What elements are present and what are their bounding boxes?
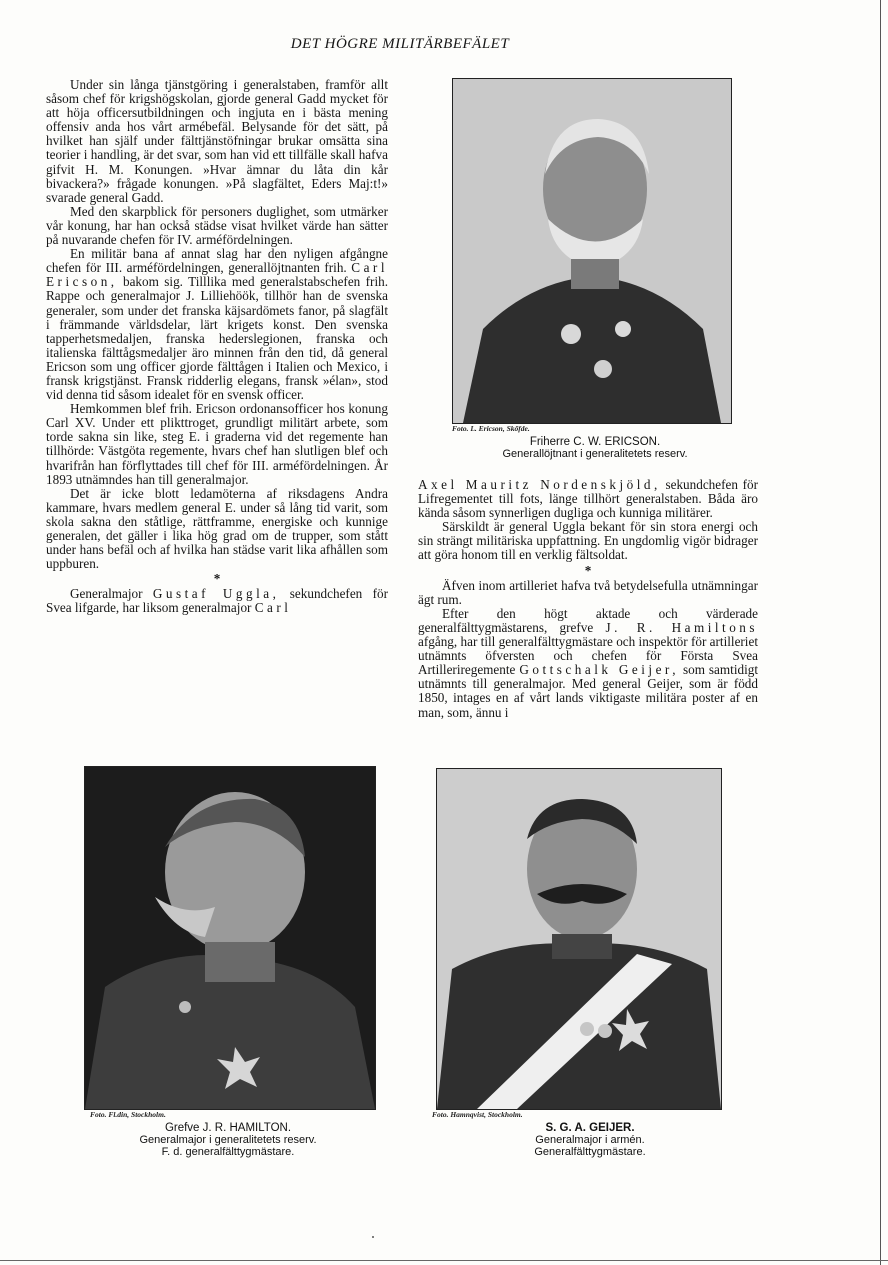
person-name: J. R. Hamiltons — [605, 619, 759, 635]
portrait-geijer — [436, 768, 722, 1110]
paragraph-uggla-energi: Särskildt är general Uggla bekant för sin stora energi och sin strängt militäriska uppfattning. En ungdomlig vigör bidrager att göra honom till en verklig fältsoldat. — [418, 519, 758, 563]
section-separator: * — [213, 571, 221, 587]
paragraph-hemkommen: Hemkommen blef frih. Ericson ordonansofficer hos konung Carl XV. Under ett plikttroget, grundligt militärt arbete, som torde sakna sin like, steg E. i graderna vid det regemente han tillhörde: Västgöta regemente, hvars chef han slutligen blef och hvarifrån han förflyttades till chef för III. arméfördelningen. År 1893 utnämndes han till generalmajor. — [46, 401, 388, 487]
paragraph-nordenskjold: Axel Mauritz Nordenskjöld, sekundchefen för Lifregementet till fots, länge tillhört generalstaben. Båda äro kända såsom synnerligen dugliga och kunniga militärer. — [418, 477, 759, 521]
portrait-hamilton — [84, 766, 376, 1110]
left-text-column — [46, 78, 388, 616]
section-separator: * — [584, 562, 592, 578]
page-bottom-rule — [0, 1260, 888, 1261]
page-edge-rule — [880, 0, 881, 1265]
paragraph-ledamoter: Det är icke blott ledamöterna af riksdagens Andra kammare, hvars medlem general E. under så lång tid varit, som skola sakna den ståtlige, rättframme, energiske och kunnige generalen, det gäller i lika hög grad om de trupper, som stått under hans befäl och af hvilka han städse varit lika afhållen som uppburen. — [46, 485, 388, 572]
paragraph-uggla: Generalmajor Gustaf Uggla, sekundchefen för Svea lifgarde, har liksom generalmajor Carl — [46, 586, 388, 616]
paragraph-hamilton: Efter den högt aktade och värderade generalfälttygmästarens, grefve J. R. Hamiltons afgång, har till generalfälttygmästare och inspektör för artilleriet utnämnts öfversten och chefen för Första Svea Artilleriregemente Gottschalk Geijer, som samtidigt utnämnts till generalmajor. Med general Geijer, som är född 1850, intages en af vårt lands viktigaste militära poster af en man, som, ännu i — [418, 605, 759, 720]
photo-credit-geijer: Foto. Hamnqvist, Stockholm. — [432, 1110, 523, 1119]
caption-title: Generallöjtnant i generalitetets reserv. — [502, 448, 688, 460]
print-speck — [372, 1236, 374, 1238]
caption-name: Grefve J. R. HAMILTON. — [164, 1122, 292, 1134]
paragraph-artilleriet: Äfven inom artilleriet hafva två betydelsefulla utnämningar ägt rum. — [418, 577, 758, 607]
caption-title-2: Generalfälttygmästare. — [534, 1146, 646, 1158]
portrait-hamilton-image — [85, 767, 375, 1109]
person-name: Carl — [254, 600, 292, 616]
portrait-ericson-image — [453, 79, 731, 423]
person-name: Axel Mauritz Nordenskjöld, — [418, 477, 661, 492]
paragraph-ericson: En militär bana af annat slag har den nyligen afgångne chefen för III. arméfördelningen, generallöjtnanten frih. Carl Ericson, bakom sig. Tilllika med generalstabschefen frih. Rappe och generalmajor J. Lilliehöök, tillhör han de svenska generaler, som under det franska käjsardömets fanor, på slagfält i främmande världsdelar, lärt krigets konst. Den svenska tapperhetsmedaljen, franska hederslegionen, franska och italienska fälttågsmedaljer äro minnen från den tid, då general Ericson som ung officer gjorde fälttågen i Italien och Mexico, i fransk krigstjänst. Fransk ridderlig elegans, fransk »élan», stod vid denna tid såsom idealet för en svensk officer. — [46, 246, 388, 403]
caption-ericson — [440, 436, 750, 460]
portrait-ericson — [452, 78, 732, 424]
paragraph-gadd: Under sin långa tjänstgöring i generalstaben, framför allt såsom chef för krigshögskolan, gjorde general Gadd mycket för att höja officersutbildningen och ingjuta en i bästa mening offensiv anda hos vårt armébefäl. Belysande för det sätt, på hvilket han själf under fälttjänstöfningar brukar omsätta sina teorier i handling, är det svar, som han vid ett tillfälle skall hafva gifvit H. M. Konungen. »Hvar ämnar du låta din kår bivackera?» frågade konungen. »På slagfältet, Eders Maj:t!» svarade general Gadd. — [46, 77, 388, 205]
caption-title-2: F. d. generalfälttygmästare. — [161, 1146, 295, 1158]
photo-credit-ericson: Foto. L. Ericson, Skőfde. — [452, 424, 530, 433]
right-text-column — [418, 478, 758, 720]
caption-geijer — [430, 1122, 750, 1158]
portrait-geijer-image — [437, 769, 721, 1109]
person-name: Gustaf Uggla, — [152, 586, 280, 602]
person-name: Gottschalk Geijer, — [519, 662, 680, 678]
caption-name: S. G. A. GEIJER. — [545, 1122, 635, 1134]
photo-credit-hamilton: Foto. Fl.din, Stockholm. — [90, 1110, 166, 1119]
caption-name: Friherre C. W. ERICSON. — [529, 436, 661, 448]
paragraph-konung: Med den skarpblick för personers duglighet, som utmärker vår konung, har han också städse visat hvilket värde han sätter på nuvarande chefen för IV. arméfördelningen. — [46, 203, 388, 248]
person-name: Carl Ericson, — [46, 260, 388, 290]
caption-title: Generalmajor i generalitetets reserv. — [139, 1134, 317, 1146]
caption-title: Generalmajor i armén. — [535, 1134, 645, 1146]
page-running-title: DET HÖGRE MILITÄRBEFÄLET — [290, 36, 510, 52]
caption-hamilton — [66, 1122, 390, 1158]
